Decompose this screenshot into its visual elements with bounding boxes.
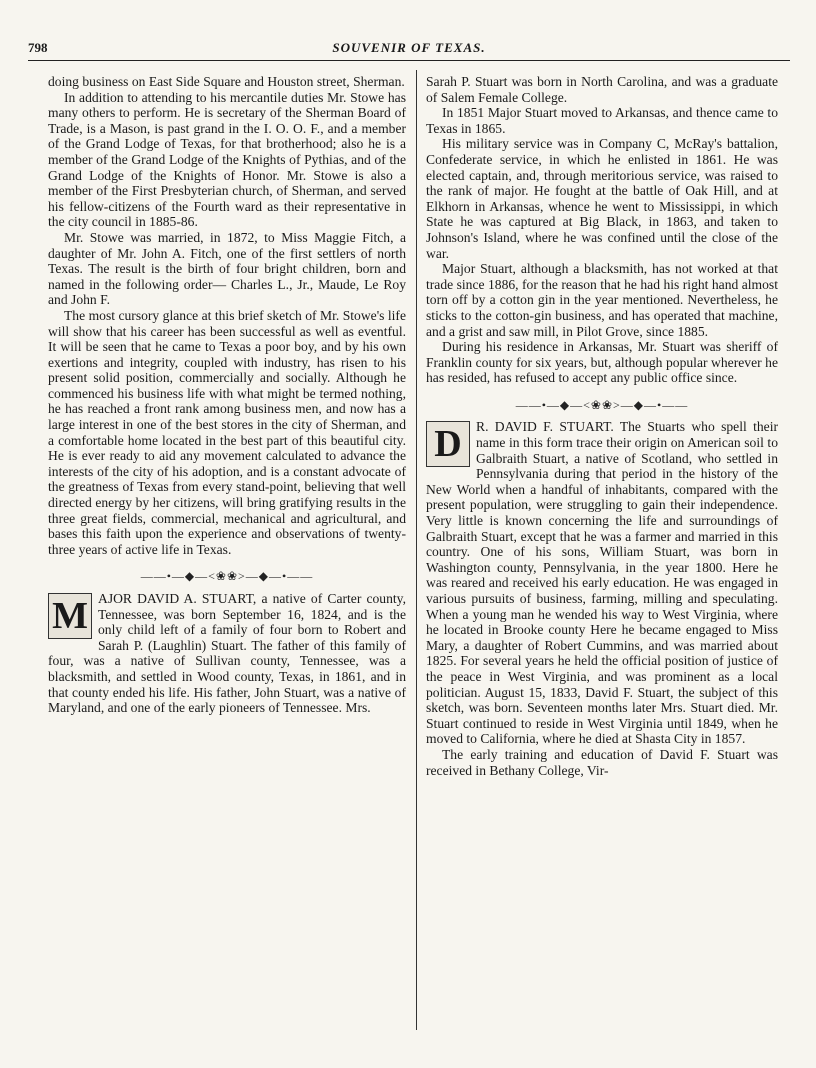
paragraph: Major Stuart, although a blacksmith, has not worked at that trade since 1886, for the reason that he had his right hand almost torn off by a cotton gin in the year mentioned. Nevertheless, he sticks to the cotton-gin business, and has operated that machine, and a grist and saw mill, in Pilot Grove, since 1885. [426, 261, 778, 339]
drop-cap: M [48, 593, 92, 639]
page-header [28, 40, 790, 60]
header-rule [28, 60, 790, 61]
sketch-paragraph: AJOR DAVID A. STUART, a native of Carter county, Tennessee, was born September 16, 1824, and is the only child left of a family of four born to Robert and Sarah P. (Laughlin) Stuart. The father of this family of four, was a native of Sullivan county, Tennessee, was a blacksmith, and settled in Wood county, Texas, in 1861, and in that county ended his life. His father, John Stuart, was a native of Maryland, and one of the early pioneers of Tennessee. Mrs. [48, 591, 406, 716]
section-ornament: ——•—◆—<❀❀>—◆—•—— [140, 569, 314, 584]
paragraph: During his residence in Arkansas, Mr. Stuart was sheriff of Franklin county for six years, but, although popular wherever he has resided, has refused to accept any public office since. [426, 339, 778, 386]
page-number: 798 [28, 40, 48, 55]
paragraph: Sarah P. Stuart was born in North Carolina, and was a graduate of Salem Female College. [426, 74, 778, 105]
biography-sketch [48, 591, 406, 716]
drop-cap: D [426, 421, 470, 467]
sketch-paragraph: The early training and education of David F. Stuart was received in Bethany College, Vir- [426, 746, 778, 778]
column-divider [416, 70, 417, 1030]
section-ornament: ——•—◆—<❀❀>—◆—•—— [515, 397, 689, 412]
paragraph: In addition to attending to his mercantile duties Mr. Stowe has many others to perform. He is secretary of the Sherman Board of Trade, is a Mason, is past grand in the I. O. O. F., and a member of the Grand Lodge of Texas, for that brotherhood; also he is a member of the Grand Lodge of the Knights of Pythias, and of the Grand Lodge of the Knights of Honor. Mr. Stowe is also a member of the First Presbyterian church, of Sherman, and served his fellow-citizens of the Fourth ward as their representative in the city council in 1885-86. [48, 89, 406, 230]
right-column [426, 74, 778, 778]
paragraph: Mr. Stowe was married, in 1872, to Miss Maggie Fitch, a daughter of Mr. John A. Fitch, one of the first settlers of north Texas. The result is the birth of four bright children, born and named in the following order— Charles L., Jr., Maude, Le Roy and John F. [48, 229, 406, 308]
paragraph: The most cursory glance at this brief sketch of Mr. Stowe's life will show that his career has been successful as well as eventful. It will be seen that he came to Texas a poor boy, and by his own exertions and integrity, coupled with industry, has risen to his present solid position, commercially and socially. Although he commenced his business life with what might be termed nothing, he has reached a front rank among business men, and now has a large interest in one of the best stores in the city of Sherman, and a comfortable home located in the best part of this beautiful city. He is ever ready to aid any movement calculated to advance the interests of the city of his adoption, and is a constant advocate of the greatness of Texas from every stand-point, believing that well directed energy by her citizens, will bring gratifying results in the three great fields, commercial, mechanical and agricultural, and bases this faith upon the experience and observations of twenty-three years of active life in Texas. [48, 307, 406, 557]
biography-sketch [426, 419, 778, 778]
paragraph: His military service was in Company C, McRay's battalion, Confederate service, in which he enlisted in 1861. He was elected captain, and, through meritorious service, was raised to the rank of major. He fought at the battle of Oak Hill, and at Elkhorn in Arkansas, whence he went to Mississippi, in which State he was captured at Big Black, in 1863, and taken to Johnson's Island, where he was confined until the close of the war. [426, 136, 778, 261]
paragraph: In 1851 Major Stuart moved to Arkansas, and thence came to Texas in 1865. [426, 105, 778, 136]
sketch-paragraph: R. DAVID F. STUART. The Stuarts who spell their name in this form trace their origin on American soil to Galbraith Stuart, a native of Scotland, who settled in Pennsylvania during that period in the history of the New World when a handful of inhabitants, compared with the present population, were struggling to gain their independence. Very little is known concerning the life and surroundings of Galbraith Stuart, except that he was a farmer and married in this country. One of his sons, William Stuart, was born in Washington county, Pennsylvania, in the year 1800. Here he was reared and received his early education. He was engaged in various pursuits of business, farming, milling and speculating. When a young man he wended his way to West Virginia, where he located in Brooke county Here he became engaged to Miss Mary, a daughter of Robert Cummins, and was married about 1825. For several years he held the official position of justice of the peace in West Virginia, and was prominent as a local politician. August 15, 1833, David F. Stuart, the subject of this sketch, was born. Seventeen months later Mrs. Stuart died. Mr. Stuart continued to reside in West Virginia until 1849, when he moved to California, where he died at Shasta City in 1857. [426, 419, 778, 747]
running-title: SOUVENIR OF TEXAS. [332, 40, 486, 55]
left-column [48, 74, 406, 716]
paragraph: doing business on East Side Square and Houston street, Sherman. [48, 74, 405, 89]
